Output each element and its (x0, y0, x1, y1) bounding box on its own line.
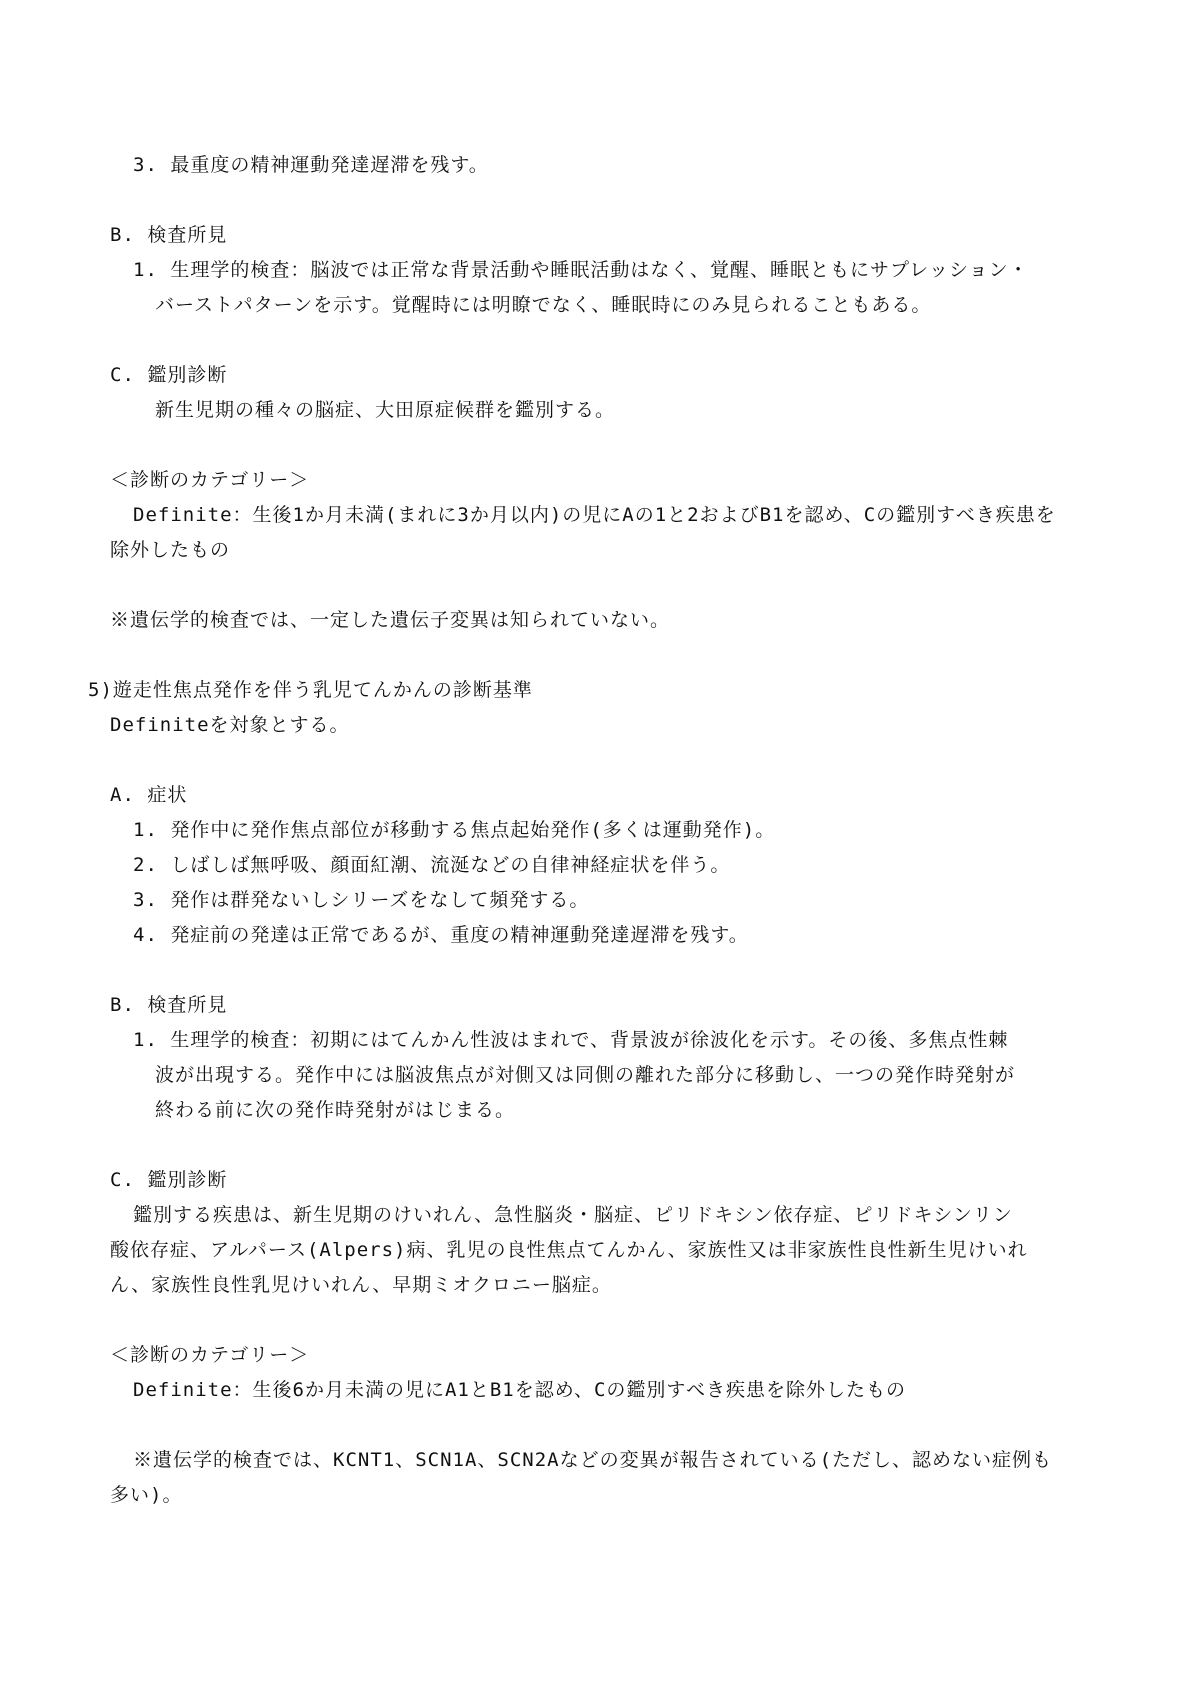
section-c-body: 新生児期の種々の脳症、大田原症候群を鑑別する。 (155, 399, 616, 421)
category-definite: Definite：生後1か月未満(まれに3か月以内)の児にAの1と2およびB1を認め、Cの鑑別すべき疾患を (133, 504, 1056, 526)
genetic-note-2: ※遺伝学的検査では、KCNT1、SCN1A、SCN2Aなどの変異が報告されている(ただし、認めない症例も (133, 1449, 1053, 1471)
category-definite-cont: 除外したもの (110, 539, 231, 561)
genetic-note-2-cont: 多い)。 (110, 1484, 183, 1506)
c2-body-line2: 酸依存症、アルパース(Alpers)病、乳児の良性焦点てんかん、家族性又は非家族性良性新生児けいれ (110, 1239, 1028, 1261)
list-item-1: 1. 発作中に発作焦点部位が移動する焦点起始発作(多くは運動発作)。 (133, 819, 776, 841)
section-5-target: Definiteを対象とする。 (110, 714, 350, 736)
category2-definite: Definite：生後6か月未満の児にA1とB1を認め、Cの鑑別すべき疾患を除外したもの (133, 1379, 907, 1401)
list-item-4: 4. 発症前の発達は正常であるが、重度の精神運動発達遅滞を残す。 (133, 924, 749, 946)
section-5-title: 5)遊走性焦点発作を伴う乳児てんかんの診断基準 (88, 679, 533, 701)
list-item-2: 2. しばしば無呼吸、顔面紅潮、流涎などの自律神経症状を伴う。 (133, 854, 731, 876)
section-c2-heading: C. 鑑別診断 (110, 1169, 228, 1191)
section-b2-heading: B. 検査所見 (110, 994, 228, 1016)
b2-list-item-1-cont1: 波が出現する。発作中には脳波焦点が対側又は同側の離れた部分に移動し、一つの発作時発射が (155, 1064, 1016, 1086)
genetic-note: ※遺伝学的検査では、一定した遺伝子変異は知られていない。 (110, 609, 671, 631)
list-item-3: 3. 発作は群発ないしシリーズをなして頻発する。 (133, 889, 590, 911)
c2-body-line3: ん、家族性良性乳児けいれん、早期ミオクロニー脳症。 (110, 1274, 612, 1296)
b2-list-item-1: 1. 生理学的検査：初期にはてんかん性波はまれで、背景波が徐波化を示す。その後、多焦点性棘 (133, 1029, 1009, 1051)
category-heading: ＜診断のカテゴリー＞ (110, 469, 310, 491)
category2-heading: ＜診断のカテゴリー＞ (110, 1344, 310, 1366)
list-item-3-severe-delay: 3. 最重度の精神運動発達遅滞を残す。 (133, 154, 489, 176)
c2-body-line1: 鑑別する疾患は、新生児期のけいれん、急性脳炎・脳症、ピリドキシン依存症、ピリドキシンリン (133, 1204, 1013, 1226)
b2-list-item-1-cont2: 終わる前に次の発作時発射がはじまる。 (155, 1099, 516, 1121)
section-a-heading: A. 症状 (110, 784, 188, 806)
list-item-1-physiology-cont: バーストパターンを示す。覚醒時には明瞭でなく、睡眠時にのみ見られることもある。 (155, 294, 932, 316)
list-item-1-physiology: 1. 生理学的検査：脳波では正常な背景活動や睡眠活動はなく、覚醒、睡眠ともにサプレッション・ (133, 259, 1029, 281)
section-b-heading: B. 検査所見 (110, 224, 228, 246)
section-c-heading: C. 鑑別診断 (110, 364, 228, 386)
